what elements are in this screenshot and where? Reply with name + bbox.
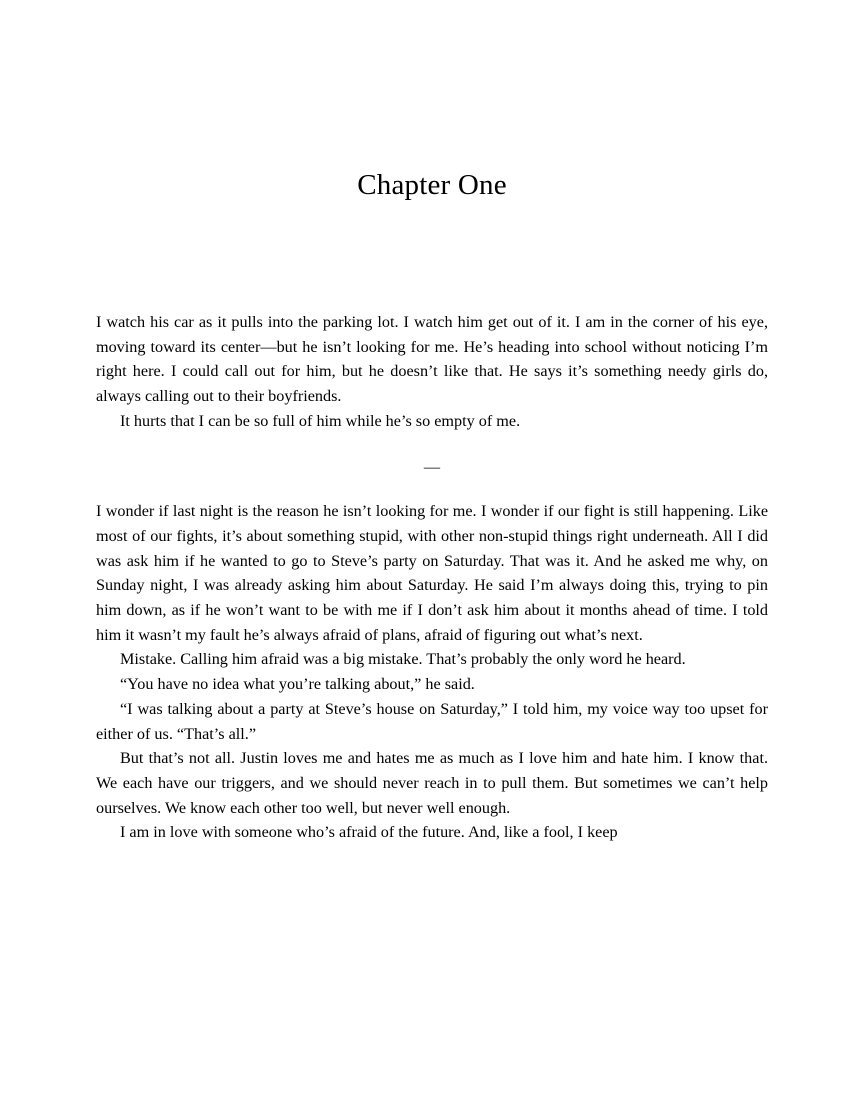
section-two [96, 499, 768, 845]
section-one [96, 310, 768, 434]
paragraph: It hurts that I can be so full of him while he’s so empty of me. [120, 411, 521, 430]
paragraph: I wonder if last night is the reason he isn’t looking for me. I wonder if our fight is still happening. Like most of our fights, it’s about something stupid, with other non-stupid things right underneath. All I did was ask him if he wanted to go to Steve’s party on Saturday. That was it. And he asked me why, on Sunday night, I was already asking him about Saturday. He said I’m always doing this, trying to pin him down, as if he won’t want to be with me if I don’t ask him about it months ahead of time. I told him it wasn’t my fault he’s always afraid of plans, afraid of figuring out what’s next. [96, 502, 768, 644]
paragraph: I am in love with someone who’s afraid of the future. And, like a fool, I keep [120, 823, 618, 842]
chapter-title: Chapter One [357, 169, 507, 201]
paragraph: But that’s not all. Justin loves me and hates me as much as I love him and hate him. I know that. We each have our triggers, and we should never reach in to pull them. But sometimes we can’t help ourselves. We know each other too well, but never well enough. [96, 749, 768, 817]
body-text [96, 310, 768, 845]
scene-break: — [423, 457, 441, 476]
paragraph: I watch his car as it pulls into the parking lot. I watch him get out of it. I am in the corner of his eye, moving toward its center—but he isn’t looking for me. He’s heading into school without noticing I’m right here. I could call out for him, but he doesn’t like that. He says it’s something needy girls do, always calling out to their boyfriends. [96, 313, 768, 406]
paragraph: Mistake. Calling him afraid was a big mistake. That’s probably the only word he heard. [120, 650, 686, 669]
paragraph: “I was talking about a party at Steve’s house on Saturday,” I told him, my voice way too upset for either of us. “That’s all.” [96, 699, 768, 743]
paragraph: “You have no idea what you’re talking about,” he said. [120, 675, 475, 694]
